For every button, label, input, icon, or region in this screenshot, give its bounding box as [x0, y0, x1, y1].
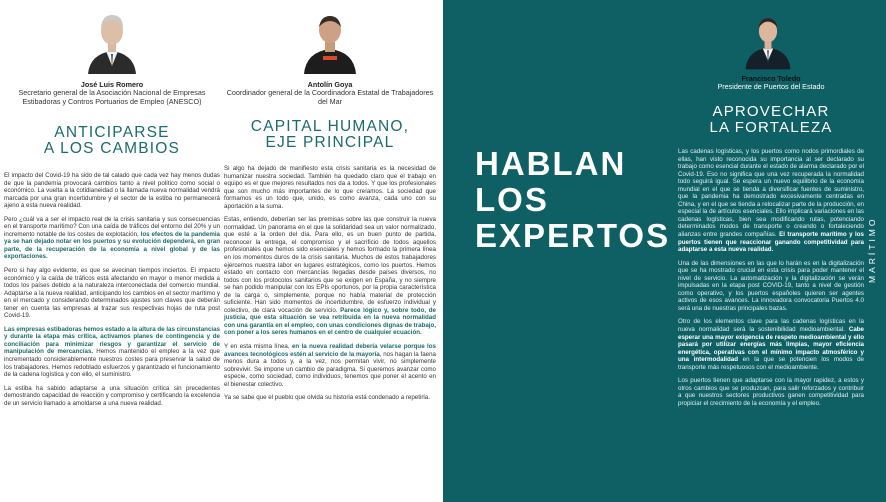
expert-column-romero: [4, 0, 220, 502]
expert-column-toledo: [678, 0, 864, 502]
paragraph: Si algo ha dejado de manifiesto esta crisis sanitaria es la necesidad de humanizar nuestra sociedad. También ha quedado claro que el trabajo en equipo es el que mejores resultados nos da a todos. Y que los profesionales que son mucho más importantes de lo que creíamos. La sociedad que formamos es un todo que, unido, es como avanza, cada uno con su aportación a la suma.: [224, 165, 436, 210]
expert-role: Coordinador general de la Coordinadora Estatal de Trabajadores del Mar: [226, 88, 434, 106]
portrait-romero-icon: [82, 4, 142, 74]
paragraph: Ya se sabe que el pueblo que olvida su historia está condenado a repetirla.: [224, 394, 430, 402]
expert-headline: [4, 125, 220, 157]
headline-line-2: LA FORTALEZA: [709, 119, 833, 136]
expert-name: Francisco Toledo: [741, 74, 801, 83]
paragraph: Estas, entiendo, deberían ser las premisas sobre las que construir la nueva normalidad. Un panorama en el que la solidaridad sea un valor normalizado, que esté a la orden del día. Para ello, es un buen punto de partida, reconocer la entrega, el compromiso y el sacrificio de todos aquellos profesionales que hemos sido esenciales y hemos formado la primera línea en los momentos duros de la crisis sanitaria. Muchos de estos trabajadores ejercemos nuestra labor en lugares estratégicos, como los puertos. Hemos estado en contacto con mercancías llegadas desde países diversos, no todos con los protocolos sanitarios que se exigen en España, y no siempre se han podido manipular con los EPIs oportunos, por la propia característica de la carga o, simplemente, porque no había material de protección suficiente. Han sido momentos de incertidumbre, de esfuerzo individual y colectivo, de clara vocación de servicio. Parece lógico y, sobre todo, de justicia, que esta situación se vea retribuida en la nueva normalidad con una garantía en el empleo, con unas condiciones dignas de trabajo, con poner a los seres humanos en el centro de cualquier ecuación.: [224, 216, 436, 337]
headline-line-2: A LOS CAMBIOS: [43, 140, 181, 157]
paragraph: Las empresas estibadoras hemos estado a la altura de las circunstancias y durante la etapa más crítica, activamos planes de contingencia y de conciliación para minimizar riesgos y garantizar el servicio de manipulación de mercancías. Hemos mantenido el empleo a la vez que incrementado considerablemente nuestros costes para preservar la salud de los trabajadores. Hemos redoblado esfuerzos y garantizado el funcionamiento de la cadena logística y con ello, el suministro.: [4, 325, 220, 379]
expert-body-text: [678, 148, 864, 414]
headline-line-1: CAPITAL HUMANO,: [250, 118, 410, 135]
paragraph: Pero si hay algo evidente, es que se avecinan tiempos inciertos. El impacto económico y la caída de tráficos está afectando en mayor o menor medida a todos los países debido a la naturaleza interconectada del comercio mundial. Adaptarse a la nueva realidad, anticipando los cambios en el sector marítimo y en el mercado y considerando determinados ajustes son claves que deberán tener en cuenta las empresas al trazar sus respectivas hojas de ruta post Covid-19.: [4, 267, 220, 320]
section-title: [475, 146, 670, 254]
paragraph: Otro de los elementos clave para las cadenas logísticas en la nueva normalidad será la sostenibilidad medioambiental. Cabe esperar una mayor exigencia de respeto medioambiental y ello pasará por utilizar energías más limpias, mayor eficiencia energética, operativas con el mínimo impacto atmosférico y una intermodalidad en la que se potencien los modos de transporte más respetuosos con el medioambiente.: [678, 318, 864, 371]
expert-headline: [224, 119, 436, 151]
headline-line-2: EJE PRINCIPAL: [265, 134, 395, 151]
paragraph: Pero ¿cuál va a ser el impacto real de la crisis sanitaria y sus consecuencias en el transporte marítimo? Con una caída de tráficos del entorno del 20% y un incremento notable de los costes de explotación, los efectos de la pandemia ya se han dejado notar en los puertos y su evolución dependerá, en gran parte, de la recuperación de la economía a nivel global y de las exportaciones.: [4, 215, 220, 261]
portrait-toledo-icon: [742, 8, 794, 70]
paragraph: Y en esta misma línea, en la nueva realidad debería velarse porque los avances tecnológicos estén al servicio de la mayoría, nos hagan la faena menos dura a todos y, a la vez, nos permitan vivir, no simplemente sobrevivir. Se impone un cambio de paradigma. Si queremos avanzar como especie, como sociedad, como individuos, tenemos que poner el acento en el bienestar colectivo.: [224, 343, 436, 388]
paragraph: El impacto del Covid-19 ha sido de tal calado que cada vez hay menos dudas de que la pandemia provocará cambios tanto a nivel político como social o económico. La vuelta a la cotidianeidad o la llamada nueva normalidad vendrá marcada por una gran incertidumbre y el sector de la estiba no permanecerá ajeno a esta nueva realidad.: [4, 172, 220, 210]
paragraph: La estiba ha sabido adaptarse a una situación crítica sin precedentes demostrando capacidad de reacción y compromiso y certificando la excelencia de un servicio llamado a amoldarse a una nueva realidad.: [4, 384, 220, 407]
paragraph: Una de las dimensiones en las que lo harán es en la digitalización que se ha mostrado crucial en esta crisis para poder mantener el nivel de servicio. La automatización y la digitalización se verán impulsadas en la etapa post COVID-19, tanto a nivel de gestión como operativo, y los puertos españoles quieren ser agentes activos de esos avances. La innovadora convocatoria Puertos 4.0 será una de nuestras principales bazas.: [678, 259, 864, 312]
expert-column-goya: [224, 0, 436, 502]
headline-line-1: APROVECHAR: [712, 103, 830, 120]
section-title-line-3: EXPERTOS: [475, 217, 671, 254]
portrait-goya-icon: [300, 4, 360, 74]
right-page: [443, 0, 886, 502]
paragraph: Los puertos tienen que adaptarse con la mayor rapidez, a estos y otros cambios que se produzcan, para salir reforzados y contribuir a que nuestros sectores productivos ganen competitividad para propiciar el crecimiento de la economía y el empleo.: [678, 377, 864, 407]
expert-body-text: [224, 165, 436, 408]
section-title-line-2: LOS: [475, 181, 549, 218]
expert-headline: [678, 104, 864, 136]
expert-body-text: [4, 172, 220, 413]
section-title-line-1: HABLAN: [475, 145, 627, 182]
paragraph: Las cadenas logísticas, y los puertos como nodos primordiales de ellas, han visto reconocida su importancia al ser declarado su trabajo como esencial durante el estado de alarma declarado por el Covid-19. Eso no significa que una vez recuperada la normalidad todo seguirá igual. Se espera un nuevo equilibrio de la economía mundial en el que se tienda a diversificar fuentes de suministro, que la pandemia ha demostrado excesivamente centradas en China, y en el que se tienda a relocalizar parte de la producción, en especial la de artículos esenciales. Ello implicará variaciones en las cadenas logísticas, bien sea modificando rutas, potenciando determinados modos de transporte o creando o fortaleciendo alianzas entre grandes compañías. El transporte marítimo y los puertos tienen que reaccionar ganando competitividad para adaptarse a esta nueva realidad.: [678, 148, 864, 254]
expert-role: Presidente de Puertos del Estado: [717, 82, 825, 91]
section-vertical-label: MARÍTIMO: [867, 216, 877, 284]
expert-name: José Luis Romero: [80, 80, 144, 89]
headline-line-1: ANTICIPARSE: [54, 124, 170, 141]
expert-name: Antolín Goya: [307, 80, 353, 89]
expert-role: Secretario general de la Asociación Nacional de Empresas Estibadoras y Contros Portuarios de Empleo (ANESCO): [18, 88, 206, 106]
